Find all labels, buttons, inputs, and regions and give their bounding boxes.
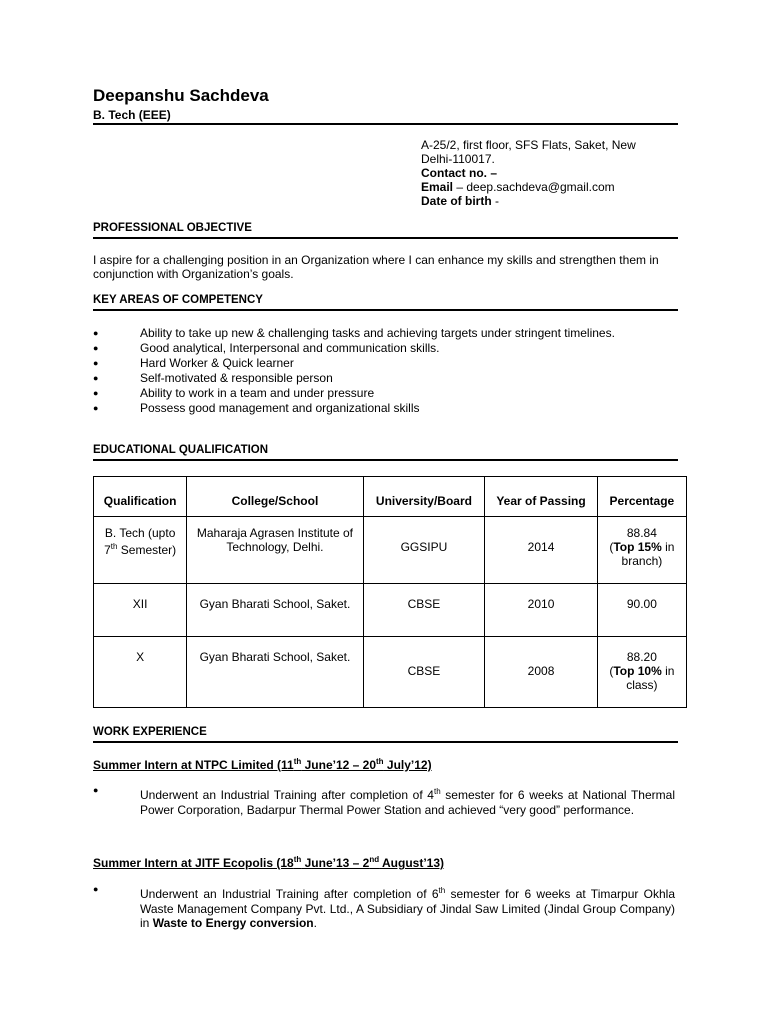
college-cell: Gyan Bharati School, Saket. — [187, 584, 363, 637]
list-item: ● Self-motivated & responsible person — [93, 371, 333, 385]
college-cell: Maharaja Agrasen Institute of Technology, Delhi. — [187, 517, 363, 584]
bullet-icon: ● — [93, 373, 99, 383]
bullet-icon: ● — [93, 884, 99, 894]
list-item: ● Possess good management and organizational skills — [93, 401, 420, 415]
qualification-cell: B. Tech (upto 7th Semester) — [94, 517, 187, 584]
table-header-row — [94, 477, 687, 517]
job-title-jitf: Summer Intern at JITF Ecopolis (18th June’13 – 2nd August’13) — [93, 855, 445, 870]
table-row — [94, 637, 687, 708]
competency-list — [93, 326, 683, 416]
percentage-cell: 90.00 — [597, 584, 686, 637]
objective-text: I aspire for a challenging position in an Organization where I can enhance my skills and strengthen them in conjunction with Organization’s goals. — [93, 253, 659, 281]
contact-block — [421, 138, 661, 208]
percentage-cell: 88.20 (Top 10% in class) — [597, 637, 686, 708]
education-table — [93, 476, 687, 708]
year-cell: 2008 — [485, 637, 598, 708]
bullet-icon: ● — [93, 403, 99, 413]
list-item: ● Ability to work in a team and under pressure — [93, 386, 375, 400]
table-row — [94, 517, 687, 584]
bullet-icon: ● — [93, 358, 99, 368]
bullet-icon: ● — [93, 388, 99, 398]
dob-label: Date of birth — [421, 194, 492, 208]
year-cell: 2010 — [485, 584, 598, 637]
candidate-degree: B. Tech (EEE) — [93, 108, 171, 122]
percentage-cell: 88.84 (Top 15% in branch) — [597, 517, 686, 584]
column-header: Percentage — [597, 477, 686, 517]
board-cell: CBSE — [363, 637, 485, 708]
education-heading: EDUCATIONAL QUALIFICATION — [93, 444, 269, 456]
work-heading: WORK EXPERIENCE — [93, 726, 207, 738]
objective-divider — [93, 237, 678, 239]
column-header: Year of Passing — [485, 477, 598, 517]
bullet-icon: ● — [93, 328, 99, 338]
bullet-icon: ● — [93, 343, 99, 353]
board-cell: CBSE — [363, 584, 485, 637]
work-divider — [93, 741, 678, 743]
qualification-cell: X — [94, 637, 187, 708]
bullet-icon: ● — [93, 785, 99, 795]
candidate-name: Deepanshu Sachdeva — [93, 86, 269, 105]
table-row — [94, 584, 687, 637]
address: A-25/2, first floor, SFS Flats, Saket, New Delhi-110017. — [421, 138, 636, 166]
email-label: Email — [421, 180, 454, 194]
column-header: College/School — [187, 477, 363, 517]
header-divider — [93, 123, 678, 125]
competency-heading: KEY AREAS OF COMPETENCY — [93, 294, 263, 306]
education-divider — [93, 459, 678, 461]
dob-value: - — [491, 194, 500, 208]
year-cell: 2014 — [485, 517, 598, 584]
college-cell: Gyan Bharati School, Saket. — [187, 637, 363, 708]
job-title-ntpc: Summer Intern at NTPC Limited (11th June’12 – 20th July’12) — [93, 757, 432, 772]
column-header: Qualification — [94, 477, 187, 517]
objective-heading: PROFESSIONAL OBJECTIVE — [93, 222, 252, 234]
email-value[interactable]: – deep.sachdeva@gmail.com — [456, 180, 615, 194]
list-item: ● Good analytical, Interpersonal and communication skills. — [93, 341, 440, 355]
column-header: University/Board — [363, 477, 485, 517]
list-item: ● Hard Worker & Quick learner — [93, 356, 294, 370]
competency-divider — [93, 309, 678, 311]
qualification-cell: XII — [94, 584, 187, 637]
contact-number-label: Contact no. – — [421, 166, 498, 180]
list-item: ● Ability to take up new & challenging tasks and achieving targets under stringent timelines. — [93, 326, 615, 340]
board-cell: GGSIPU — [363, 517, 485, 584]
